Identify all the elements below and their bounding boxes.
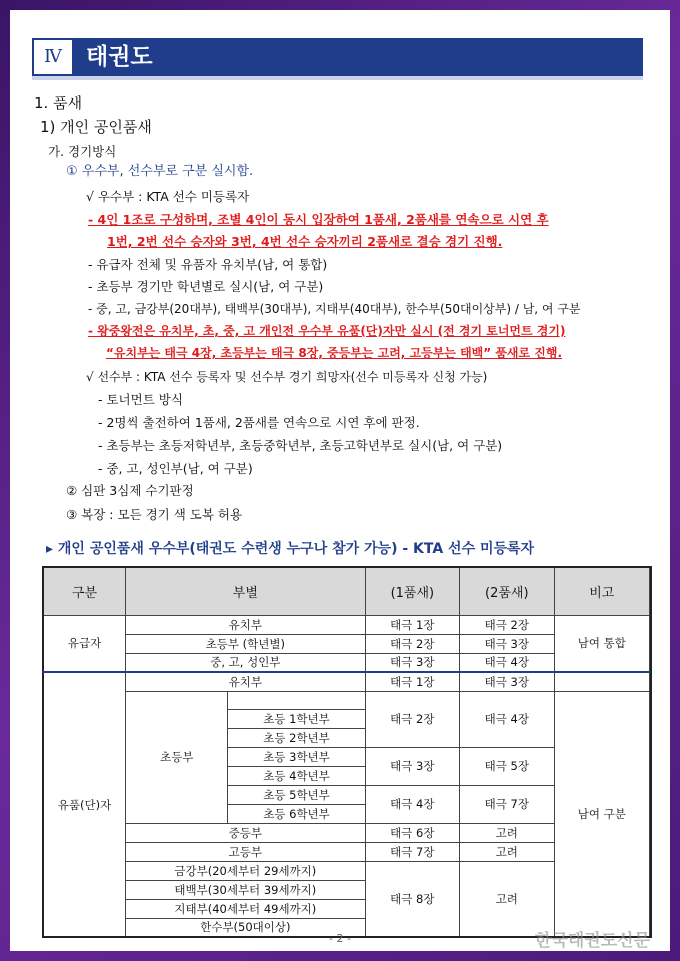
grade-cell: 초등 5학년부 <box>228 785 365 804</box>
note-cell <box>650 880 652 899</box>
poomsae2-cell: 고려 <box>460 861 554 937</box>
division-cell: 지태부(40세부터 49세까지) <box>126 899 366 918</box>
sub1-red-3: - 왕중왕전은 유치부, 초, 중, 고 개인전 우수부 유품(단)자만 실시 (전 경기 토너먼트 경기) <box>88 324 566 338</box>
grade-cell: 초등 4학년부 <box>228 766 365 785</box>
table-header-row <box>43 567 651 615</box>
table-row <box>43 691 651 709</box>
poomsae1-cell: 태극 8장 <box>365 861 459 937</box>
sub2-bullet-1: - 토너먼트 방식 <box>98 392 183 407</box>
sub1-title: √ 우수부 : KTA 선수 미등록자 <box>86 189 250 204</box>
sub2-title: √ 선수부 : KTA 선수 등록자 및 선수부 경기 희망자(선수 미등록자 신청 가능) <box>86 370 488 384</box>
page-number: - 2 - <box>329 932 351 945</box>
poomsae1-cell: 태극 7장 <box>365 842 459 861</box>
table-row <box>43 615 651 634</box>
group-cell: 유품(단)자 <box>43 672 126 937</box>
division-cell: 한수부(50대이상) <box>126 918 366 937</box>
grade-cell: 초등 1학년부 <box>228 709 365 728</box>
poomsae2-cell: 태극 2장 <box>460 615 554 634</box>
poomsae2-cell: 태극 7장 <box>460 785 554 823</box>
section-title: 태권도 <box>86 44 153 70</box>
section-number: Ⅳ <box>32 38 74 76</box>
poomsae2-cell: 고려 <box>460 842 554 861</box>
header-poomsae-1: (1품새) <box>365 567 459 615</box>
poomsae2-cell: 태극 3장 <box>460 672 554 691</box>
item-1: ① 우수부, 선수부로 구분 실시함. <box>66 164 254 179</box>
poomsae1-cell: 태극 2장 <box>365 691 459 747</box>
poomsae2-cell: 태극 5장 <box>460 747 554 785</box>
grade-cell <box>228 691 365 709</box>
sub2-bullet-2: - 2명씩 출전하여 1품새, 2품새를 연속으로 시연 후에 판정. <box>98 415 420 430</box>
division-cell: 유치부 <box>126 672 366 691</box>
poomsae1-cell: 태극 3장 <box>365 653 459 672</box>
header-category: 구분 <box>43 567 126 615</box>
sub1-bullet-1: - 유급자 전체 및 유품자 유치부(남, 여 통합) <box>88 257 328 272</box>
document-page <box>10 10 670 951</box>
item-2: ② 심판 3심제 수기판정 <box>66 483 194 498</box>
elementary-cell: 초등부 <box>126 691 228 823</box>
poomsae2-cell: 태극 4장 <box>460 653 554 672</box>
header-division: 부별 <box>126 567 366 615</box>
poomsae2-cell: 태극 3장 <box>460 634 554 653</box>
section-header <box>32 38 643 80</box>
note-cell <box>650 899 652 918</box>
heading-1: 1. 품새 <box>34 94 83 112</box>
header-note: 비고 <box>554 567 649 615</box>
heading-3: 가. 경기방식 <box>48 144 117 159</box>
note-cell <box>554 672 649 691</box>
sub1-red-1: - 4인 1조로 구성하며, 조별 4인이 동시 입장하여 1품새, 2품새를 연속으로 시연 후 <box>88 212 549 227</box>
poomsae1-cell: 태극 1장 <box>365 615 459 634</box>
note-cell: 남여 통합 <box>554 615 649 672</box>
poomsae1-cell: 태극 3장 <box>365 747 459 785</box>
sub1-red-2: 1번, 2번 선수 승자와 3번, 4번 선수 승자끼리 2품새로 결승 경기 진행. <box>107 234 503 249</box>
division-cell: 태백부(30세부터 39세까지) <box>126 880 366 899</box>
sub1-bullet-3: - 중, 고, 금강부(20대부), 태백부(30대부), 지태부(40대부), 한수부(50대이상부) / 남, 여 구분 <box>88 302 581 316</box>
heading-2: 1) 개인 공인품새 <box>40 118 152 136</box>
sub2-bullet-3: - 초등부는 초등저학년부, 초등중학년부, 초등고학년부로 실시(남, 여 구분) <box>98 438 503 453</box>
poomsae2-cell: 태극 4장 <box>460 691 554 747</box>
division-cell: 금강부(20세부터 29세까지) <box>126 861 366 880</box>
poomsae1-cell: 태극 6장 <box>365 823 459 842</box>
grade-cell: 초등 6학년부 <box>228 804 365 823</box>
poomsae1-cell: 태극 4장 <box>365 785 459 823</box>
header-poomsae-2: (2품새) <box>460 567 554 615</box>
watermark-logo: 한국태권도신문 <box>535 931 650 951</box>
poomsae1-cell: 태극 1장 <box>365 672 459 691</box>
division-cell: 고등부 <box>126 842 366 861</box>
poomsae1-cell: 태극 2장 <box>365 634 459 653</box>
group-cell: 유급자 <box>43 615 126 672</box>
division-cell: 유치부 <box>126 615 366 634</box>
sub2-bullet-4: - 중, 고, 성인부(남, 여 구분) <box>98 461 253 476</box>
poomsae-table <box>42 566 652 938</box>
grade-cell: 초등 3학년부 <box>228 747 365 766</box>
table-title: ▸ 개인 공인품새 우수부(태권도 수련생 누구나 참가 가능) - KTA 선수 미등록자 <box>46 541 535 557</box>
division-cell: 초등부 (학년별) <box>126 634 366 653</box>
sub1-red-4: “유치부는 태극 4장, 초등부는 태극 8장, 중등부는 고려, 고등부는 태백” 품새로 진행. <box>106 346 563 360</box>
note-cell: 남여 구분 <box>554 691 649 937</box>
table-row <box>43 672 651 691</box>
item-3: ③ 복장 : 모든 경기 색 도복 허용 <box>66 507 243 522</box>
grade-cell: 초등 2학년부 <box>228 728 365 747</box>
division-cell: 중등부 <box>126 823 366 842</box>
poomsae2-cell: 고려 <box>460 823 554 842</box>
division-cell: 중, 고, 성인부 <box>126 653 366 672</box>
sub1-bullet-2: - 초등부 경기만 학년별로 실시(남, 여 구분) <box>88 279 324 294</box>
